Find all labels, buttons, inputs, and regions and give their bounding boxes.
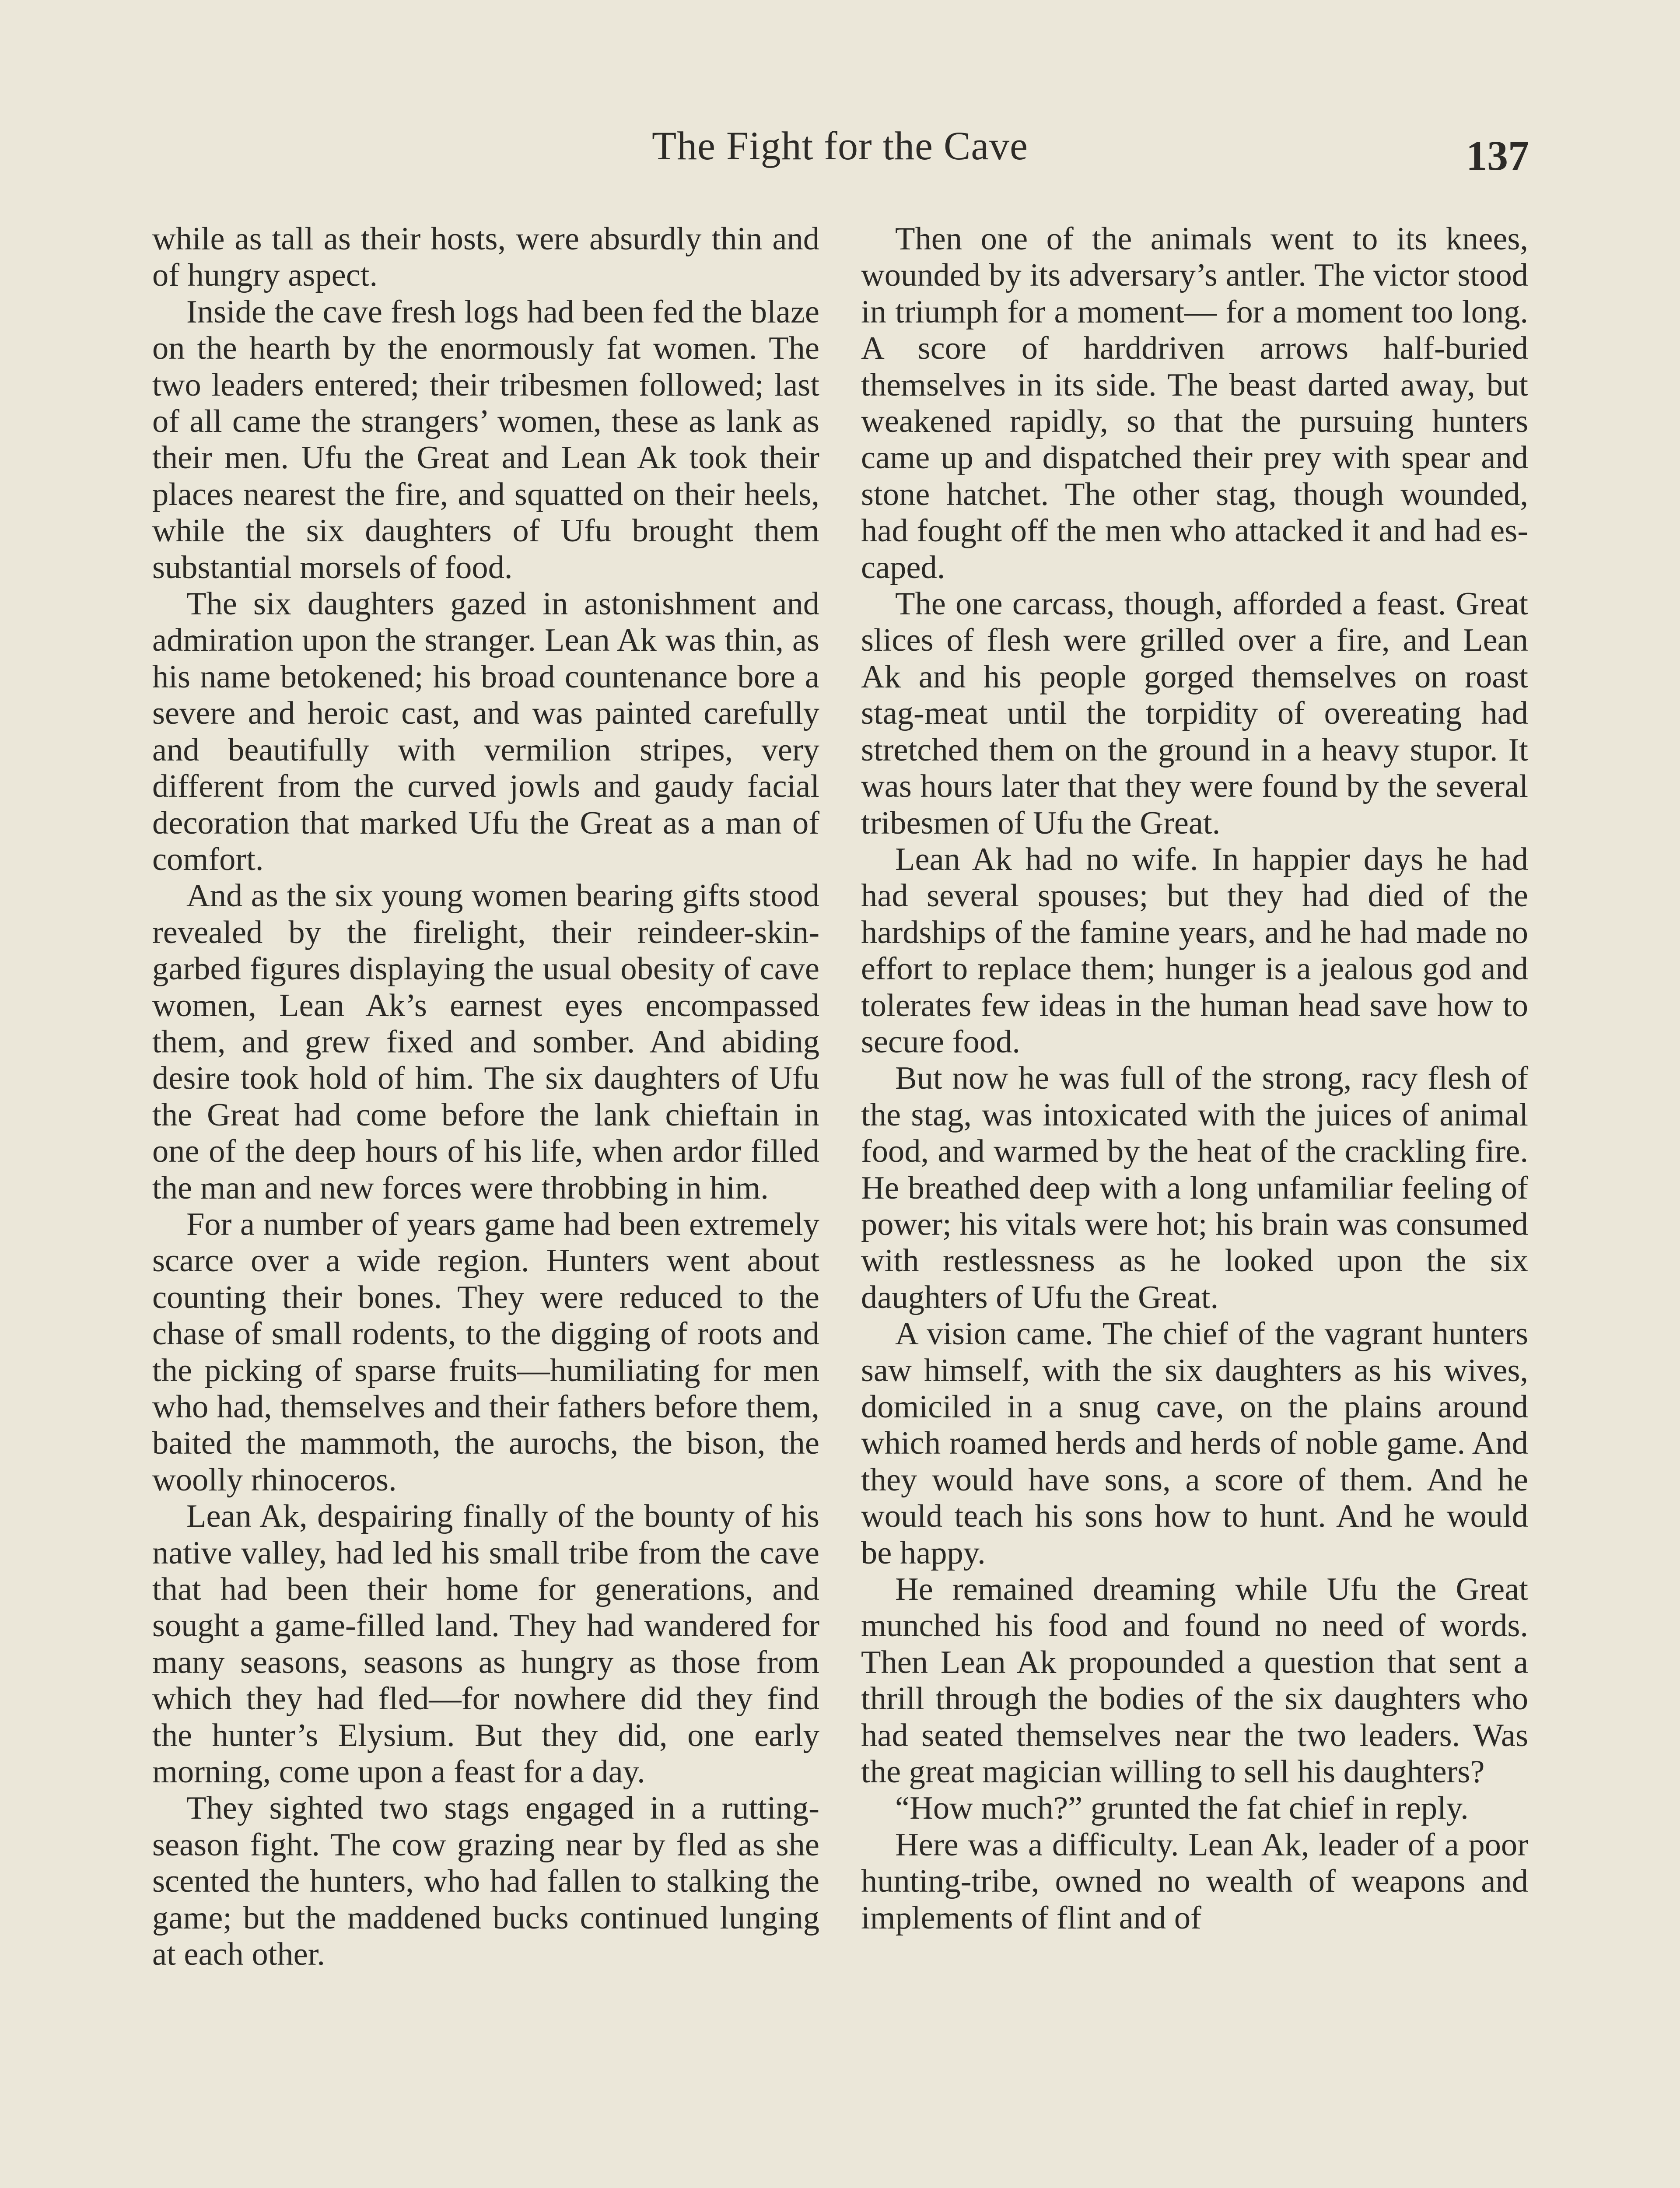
paragraph: “How much?” grunted the fat chief in reply. [895, 1790, 1469, 1827]
paragraph: Lean Ak, despairing finally of the bounty of his native valley, had led his small tribe from the cave that had been their home for generations, and sought a game-filled land. They had wandered for many seasons, seasons as hungry as those from which they had fled—for nowhere did they find the hunter’s Elysium. But they did, one early morning, come upon a feast for a day. [152, 1498, 819, 1790]
paragraph: A vision came. The chief of the vagrant hunters saw himself, with the six daughters as his wives, domiciled in a snug cave, on the plains around which roamed herds and herds of noble game. And they would have sons, a score of them. And he would teach his sons how to hunt. And he would be happy. [861, 1316, 1528, 1571]
right-text-column [861, 221, 1528, 1936]
paragraph: Then one of the animals went to its knees, wounded by its adversary’s antler. The victor stood in triumph for a moment— for a moment too long. A score of harddriven arrows half-buried themselves in its side. The beast darted away, but weakened rapidly, so that the pursuing hunters came up and dispatched their prey with spear and stone hatchet. The other stag, though wounded, had fought off the men who attacked it and had escaped. [861, 221, 1528, 586]
paragraph: But now he was full of the strong, racy flesh of the stag, was intoxicated with the juices of animal food, and warmed by the heat of the crackling fire. He breathed deep with a long unfamiliar feeling of power; his vitals were hot; his brain was consumed with restlessness as he looked upon the six daughters of Ufu the Great. [861, 1060, 1528, 1315]
paragraph: Lean Ak had no wife. In happier days he had had several spouses; but they had died of the hardships of the famine years, and he had made no effort to replace them; hunger is a jealous god and tolerates few ideas in the human head save how to secure food. [861, 841, 1528, 1060]
paragraph: And as the six young women bearing gifts stood revealed by the firelight, their reindeer-skin-garbed figures displaying the usual obesity of cave women, Lean Ak’s earnest eyes encompassed them, and grew fixed and somber. And abiding desire took hold of him. The six daughters of Ufu the Great had come before the lank chieftain in one of the deep hours of his life, when ardor filled the man and new forces were throbbing in him. [152, 878, 819, 1206]
page-number: 137 [1466, 132, 1529, 179]
paragraph: Here was a difficulty. Lean Ak, leader of a poor hunting-tribe, owned no wealth of weapons and implements of flint and of [861, 1827, 1528, 1936]
paragraph: Inside the cave fresh logs had been fed the blaze on the hearth by the enormously fat women. The two leaders entered; their tribesmen followed; last of all came the strangers’ women, these as lank as their men. Ufu the Great and Lean Ak took their places nearest the fire, and squatted on their heels, while the six daughters of Ufu brought them substantial morsels of food. [152, 294, 819, 586]
paragraph: The six daughters gazed in astonishment and admiration upon the stranger. Lean Ak was thin, as his name betokened; his broad countenance bore a severe and heroic cast, and was painted carefully and beautifully with vermilion stripes, very different from the curved jowls and gaudy facial decoration that marked Ufu the Great as a man of comfort. [152, 586, 819, 877]
paragraph: The one carcass, though, afforded a feast. Great slices of flesh were grilled over a fire, and Lean Ak and his people gorged themselves on roast stag-meat until the torpidity of overeating had stretched them on the ground in a heavy stupor. It was hours later that they were found by the several tribesmen of Ufu the Great. [861, 586, 1528, 841]
running-head-title: The Fight for the Cave [651, 123, 1029, 168]
paragraph: For a number of years game had been extremely scarce over a wide region. Hunters went about counting their bones. They were reduced to the chase of small rodents, to the digging of roots and the picking of sparse fruits—humiliating for men who had, themselves and their fathers before them, baited the mammoth, the aurochs, the bison, the woolly rhinoceros. [152, 1206, 819, 1498]
left-text-column [152, 221, 819, 1973]
paragraph: while as tall as their hosts, were absurdly thin and of hungry aspect. [152, 221, 819, 294]
paragraph: They sighted two stags engaged in a rutting-season fight. The cow grazing near by fled as she scented the hunters, who had fallen to stalking the game; but the maddened bucks continued lunging at each other. [152, 1790, 819, 1973]
paragraph: He remained dreaming while Ufu the Great munched his food and found no need of words. Then Lean Ak propounded a question that sent a thrill through the bodies of the six daughters who had seated themselves near the two leaders. Was the great magician willing to sell his daughters? [861, 1571, 1528, 1790]
